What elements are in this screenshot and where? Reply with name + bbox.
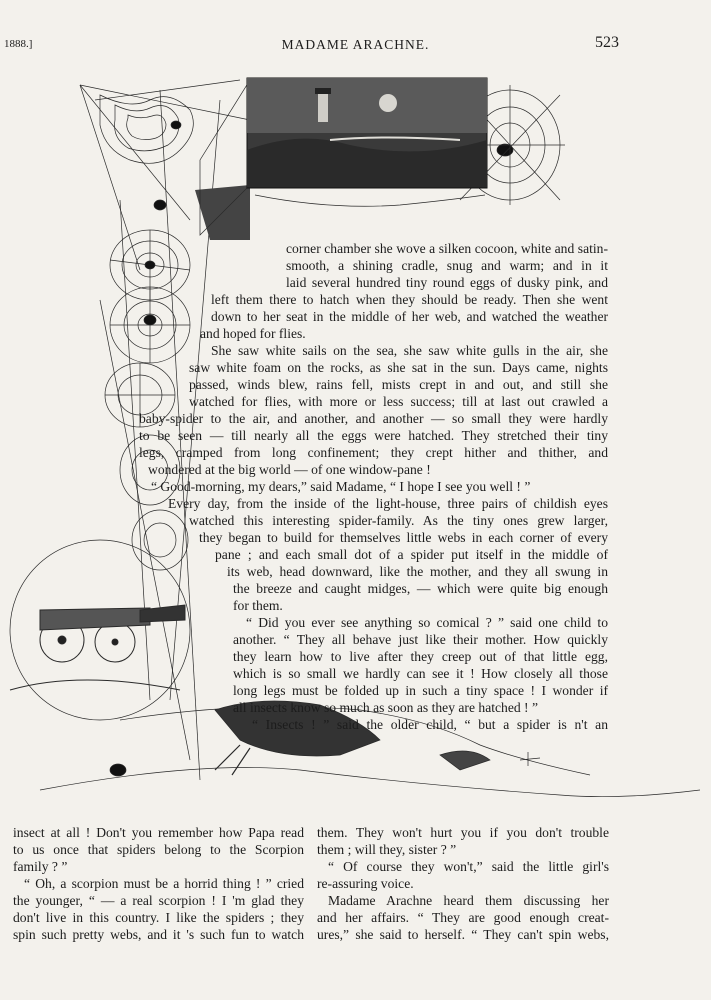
body-line: corner chamber she wove a silken cocoon, white and satin- — [286, 241, 608, 256]
body-line: She saw white sails on the sea, she saw white gulls in the air, she — [211, 343, 608, 358]
running-title: MADAME ARACHNE. — [281, 37, 430, 52]
body-line: laid several hundred tiny round eggs of dusky pink, and — [286, 275, 608, 290]
body-line: “ Insects ! ” said the older child, “ but a spider is n't an — [252, 717, 608, 732]
cannon-illustration — [10, 605, 185, 690]
body-line: and hoped for flies. — [200, 326, 306, 341]
body-line: passed, winds blew, rains fell, mists crept in and out, and still she — [189, 377, 608, 392]
body-line: its web, head downward, like the mother, and they all swung in — [227, 564, 608, 579]
body-line: watched for flies, with more or less success; till at last out crawled a — [189, 394, 608, 409]
right-col-line: Madame Arachne heard them discussing her — [328, 893, 609, 908]
body-line: Every day, from the inside of the light-house, three pairs of childish eyes — [168, 496, 608, 511]
body-line: left them there to hatch when they should be ready. Then she went — [211, 292, 608, 307]
cannon-vignette-circle — [10, 540, 190, 720]
header-year: 1888.] — [4, 38, 33, 50]
left-col-line: insect at all ! Don't you remember how Papa read — [13, 825, 304, 840]
body-line: the breeze and caught midges, — which were quite big enough — [233, 581, 608, 596]
body-line: “ Did you ever see anything so comical ? ” said one child to — [246, 615, 608, 630]
body-line: down to her seat in the middle of her web, and watched the weather — [211, 309, 608, 324]
body-line: baby-spider to the air, and another, and another — so small they were hardly — [139, 411, 608, 426]
body-line: to be seen — till nearly all the eggs were hatched. They stretched their tiny — [139, 428, 608, 443]
body-line: for them. — [233, 598, 283, 613]
body-line: long legs must be folded up in such a tiny space ! I wonder if — [233, 683, 608, 698]
body-line: wondered at the big world — of one window-pane ! — [148, 462, 431, 477]
left-col-line: to us once that spiders belong to the Scorpion — [13, 842, 304, 857]
body-line: they began to build for themselves little webs in each corner of every — [199, 530, 608, 545]
body-line: pane ; and each small dot of a spider put itself in the middle of — [215, 547, 608, 562]
left-col-line: spin such pretty webs, and it 's such fun to watch — [13, 927, 304, 942]
body-line: which is so small we hardly can see it ! How closely all those — [233, 666, 608, 681]
left-col-line: don't live in this country. I like the spiders ; they — [13, 910, 304, 925]
body-line: saw white foam on the rocks, as she sat in the sun. Days came, nights — [189, 360, 608, 375]
body-line: another. “ They all behave just like their mother. How quickly — [233, 632, 608, 647]
body-line: all insects know so much as soon as they are hatched ! ” — [233, 700, 539, 715]
right-col-line: ures,” she said to herself. “ They can't spin webs, — [317, 927, 609, 942]
lighthouse-vignette — [247, 78, 487, 188]
right-col-line: them ; will they, sister ? ” — [317, 842, 457, 857]
right-col-line: re-assuring voice. — [317, 876, 414, 891]
right-col-line: them. They won't hurt you if you don't trouble — [317, 825, 609, 840]
left-col-line: the younger, “ — a real scorpion ! I 'm glad they — [13, 893, 304, 908]
left-col-line: family ? ” — [13, 859, 68, 874]
body-line: watched this interesting spider-family. As the tiny ones grew larger, — [189, 513, 608, 528]
right-col-line: and her affairs. “ They are good enough creat- — [317, 910, 609, 925]
right-col-line: “ Of course they won't,” said the little girl's — [328, 859, 609, 874]
left-col-line: “ Oh, a scorpion must be a horrid thing ! ” cried — [24, 876, 304, 891]
body-line: they learn how to live after they creep out of that little egg, — [233, 649, 608, 664]
page-number: 523 — [595, 34, 619, 51]
body-line: “ Good-morning, my dears,” said Madame, “ I hope I see you well ! ” — [151, 479, 531, 494]
body-line: legs, cramped from long confinement; they crept hither and thither, and — [139, 445, 608, 460]
body-line: smooth, a shining cradle, snug and warm; and in it — [286, 258, 608, 273]
